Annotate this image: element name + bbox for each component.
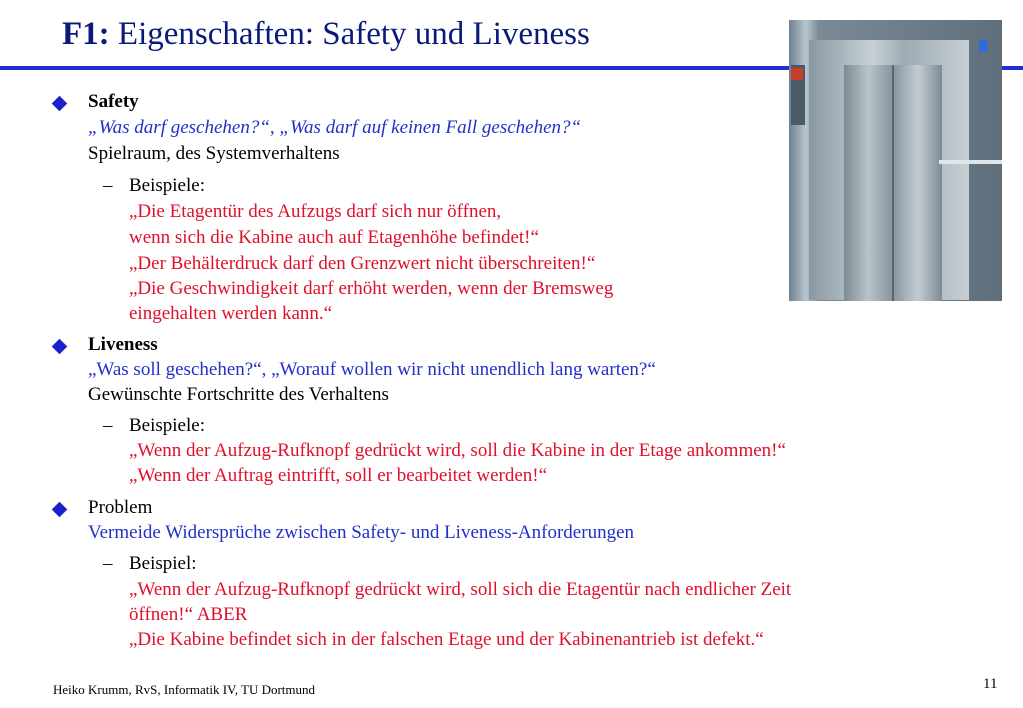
liveness-sub-label: Beispiele: [129,415,205,436]
safety-sub-label: Beispiele: [129,175,205,196]
dash-icon: – [103,415,113,436]
safety-heading: Safety [88,91,139,112]
elevator-handrail [939,160,1002,164]
safety-example-line: „Der Behälterdruck darf den Grenzwert nicht überschreiten!“ [129,253,596,274]
safety-description: Spielraum, des Systemverhaltens [88,143,340,164]
liveness-heading: Liveness [88,334,158,355]
elevator-indicator-blue [979,40,987,52]
problem-example-line: öffnen!“ ABER [129,604,248,625]
elevator-door-left [844,65,894,301]
bullet-diamond-icon [52,502,68,518]
elevator-indicator-red [791,68,803,80]
safety-example-line: „Die Geschwindigkeit darf erhöht werden, wenn der Bremsweg [129,278,614,299]
footer-text: Heiko Krumm, RvS, Informatik IV, TU Dortmund [53,682,316,697]
elevator-photo [789,20,1002,301]
bullet-diamond-icon [52,96,68,112]
problem-quote: Vermeide Widersprüche zwischen Safety- und Liveness-Anforderungen [88,522,634,543]
safety-example-line: „Die Etagentür des Aufzugs darf sich nur öffnen, [129,201,502,222]
safety-quote: „Was darf geschehen?“, „Was darf auf keinen Fall geschehen?“ [88,117,582,138]
elevator-door-right [894,65,942,301]
liveness-quote: „Was soll geschehen?“, „Worauf wollen wir nicht unendlich lang warten?“ [88,359,656,380]
title-text: Eigenschaften: Safety und Liveness [117,16,590,52]
title-prefix: F1: [62,16,110,52]
safety-example-line: eingehalten werden kann.“ [129,303,333,324]
problem-sub-label: Beispiel: [129,553,197,574]
problem-heading: Problem [88,497,153,518]
slide-title [62,16,590,53]
page-number: 11 [983,676,998,692]
bullet-diamond-icon [52,339,68,355]
safety-example-line: wenn sich die Kabine auch auf Etagenhöhe befindet!“ [129,227,539,248]
problem-example-line: „Die Kabine befindet sich in der falschen Etage und der Kabinenantrieb ist defekt.“ [129,629,764,650]
dash-icon: – [103,553,113,574]
dash-icon: – [103,175,113,196]
problem-example-line: „Wenn der Aufzug-Rufknopf gedrückt wird, soll sich die Etagentür nach endlicher Zeit [129,579,792,600]
liveness-example-line: „Wenn der Aufzug-Rufknopf gedrückt wird, soll die Kabine in der Etage ankommen!“ [129,440,786,461]
liveness-example-line: „Wenn der Auftrag eintrifft, soll er bearbeitet werden!“ [129,465,548,486]
liveness-description: Gewünschte Fortschritte des Verhaltens [88,384,389,405]
